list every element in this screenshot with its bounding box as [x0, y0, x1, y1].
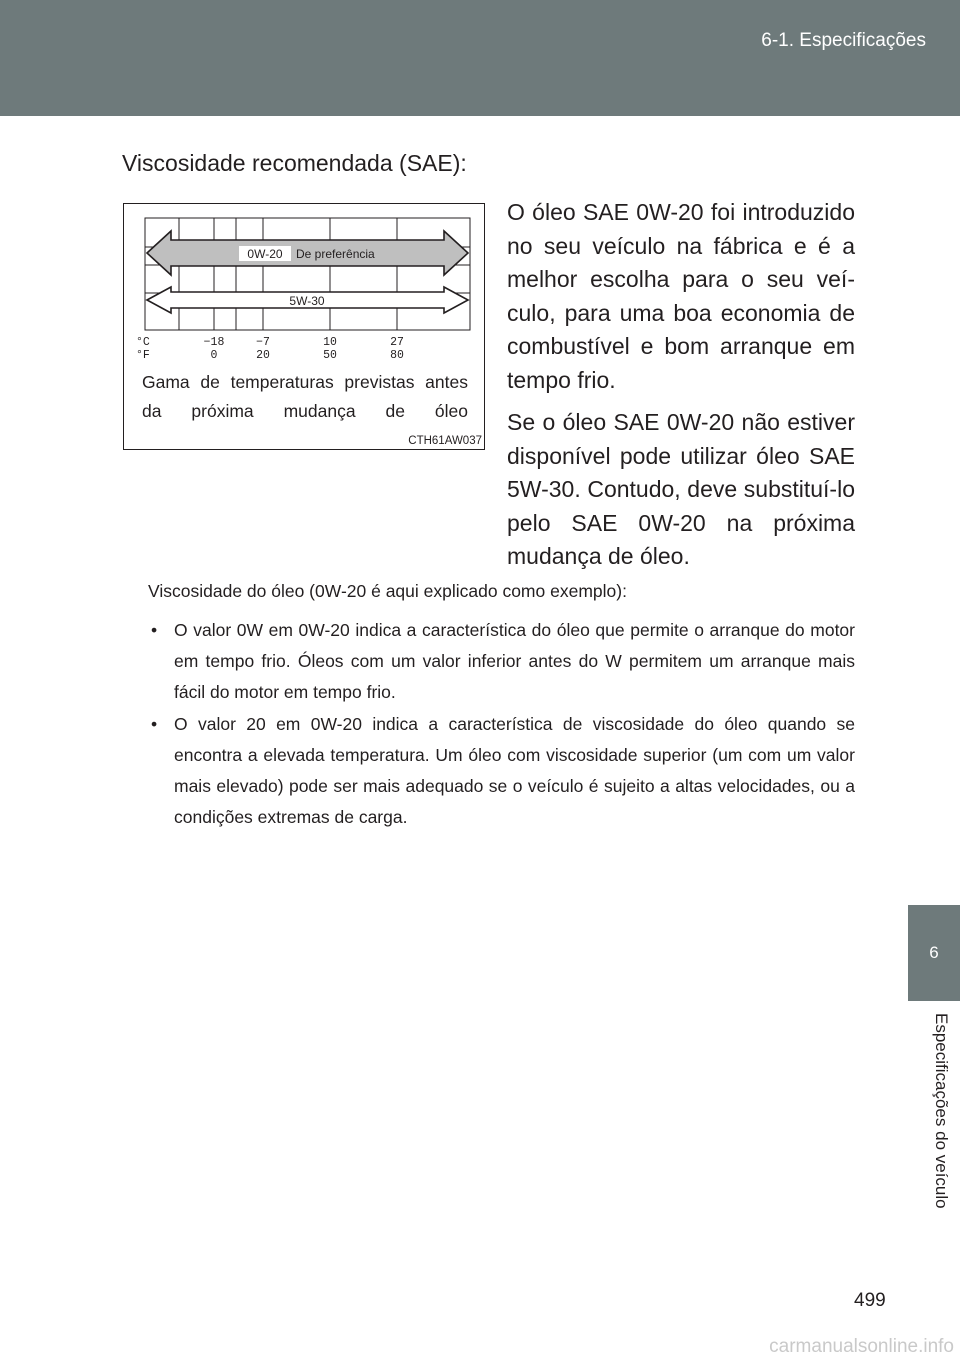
- tick-f: 80: [390, 349, 404, 362]
- tick-f: 0: [210, 349, 218, 362]
- tick-f: 20: [256, 349, 270, 362]
- recommendation-text: [507, 196, 855, 583]
- list-item: [148, 615, 855, 708]
- watermark: carmanualsonline.info: [769, 1336, 954, 1357]
- notes-list: [148, 615, 855, 833]
- bullet: •: [151, 620, 158, 640]
- chapter-tab[interactable]: [908, 905, 960, 1001]
- chart-grid: [145, 218, 470, 330]
- tick-c: 10: [323, 336, 337, 349]
- figure-caption: Gama de temperaturas previstas antes da próxima mudança de óleo: [142, 372, 468, 421]
- tick-c: −18: [203, 336, 225, 349]
- notes-intro: Viscosidade do óleo (0W-20 é aqui explicado como exemplo):: [148, 581, 627, 601]
- figure-code: CTH61AW037: [408, 435, 482, 447]
- viscosity-notes: [148, 576, 855, 834]
- bar-0w20-label: 0W-20: [247, 247, 283, 261]
- section-title: Viscosidade recomendada (SAE):: [122, 150, 467, 176]
- chapter-tab-number: 6: [929, 943, 939, 962]
- list-item: [148, 709, 855, 833]
- tick-f: 50: [323, 349, 337, 362]
- chapter-tab-label: Especificações do veículo: [932, 1013, 951, 1209]
- bar-0w20-note: De preferência: [296, 247, 375, 261]
- bar-5w30-label: 5W-30: [289, 294, 325, 308]
- tick-c: −7: [256, 336, 270, 349]
- list-item-text: O valor 0W em 0W-20 indica a característica do óleo que permite o arranque do motor em tempo frio. Óleos com um valor inferior antes do W permitem um arranque mais fácil do motor em tempo frio.: [174, 620, 855, 702]
- chapter-title: 6-1. Especificações: [761, 30, 926, 51]
- list-item-text: O valor 20 em 0W-20 indica a característica de viscosidade do óleo quando se encontra a elevada temperatura. Um óleo com viscosidade superior (um com um valor mais elevado) pode ser mais adequado se o veículo é sujeito a altas velocidades, ou a condições extremas de carga.: [174, 714, 855, 827]
- paragraph: O óleo SAE 0W-20 foi introduzido no seu veículo na fábrica e é a melhor escolha para o seu veículo, para uma boa economia de combustível e bom arranque em tempo frio.: [507, 199, 855, 393]
- unit-fahrenheit: °F: [136, 349, 150, 362]
- paragraph: Se o óleo SAE 0W-20 não estiver disponível pode utilizar óleo SAE 5W-30. Contudo, deve substituí-lo pelo SAE 0W-20 na próxima mudança de óleo.: [507, 409, 855, 569]
- bullet: •: [151, 714, 158, 734]
- unit-celsius: °C: [136, 336, 150, 349]
- tick-c: 27: [390, 336, 404, 349]
- page-number: 499: [854, 1290, 886, 1311]
- viscosity-chart: [123, 203, 485, 450]
- page-header: [0, 0, 960, 116]
